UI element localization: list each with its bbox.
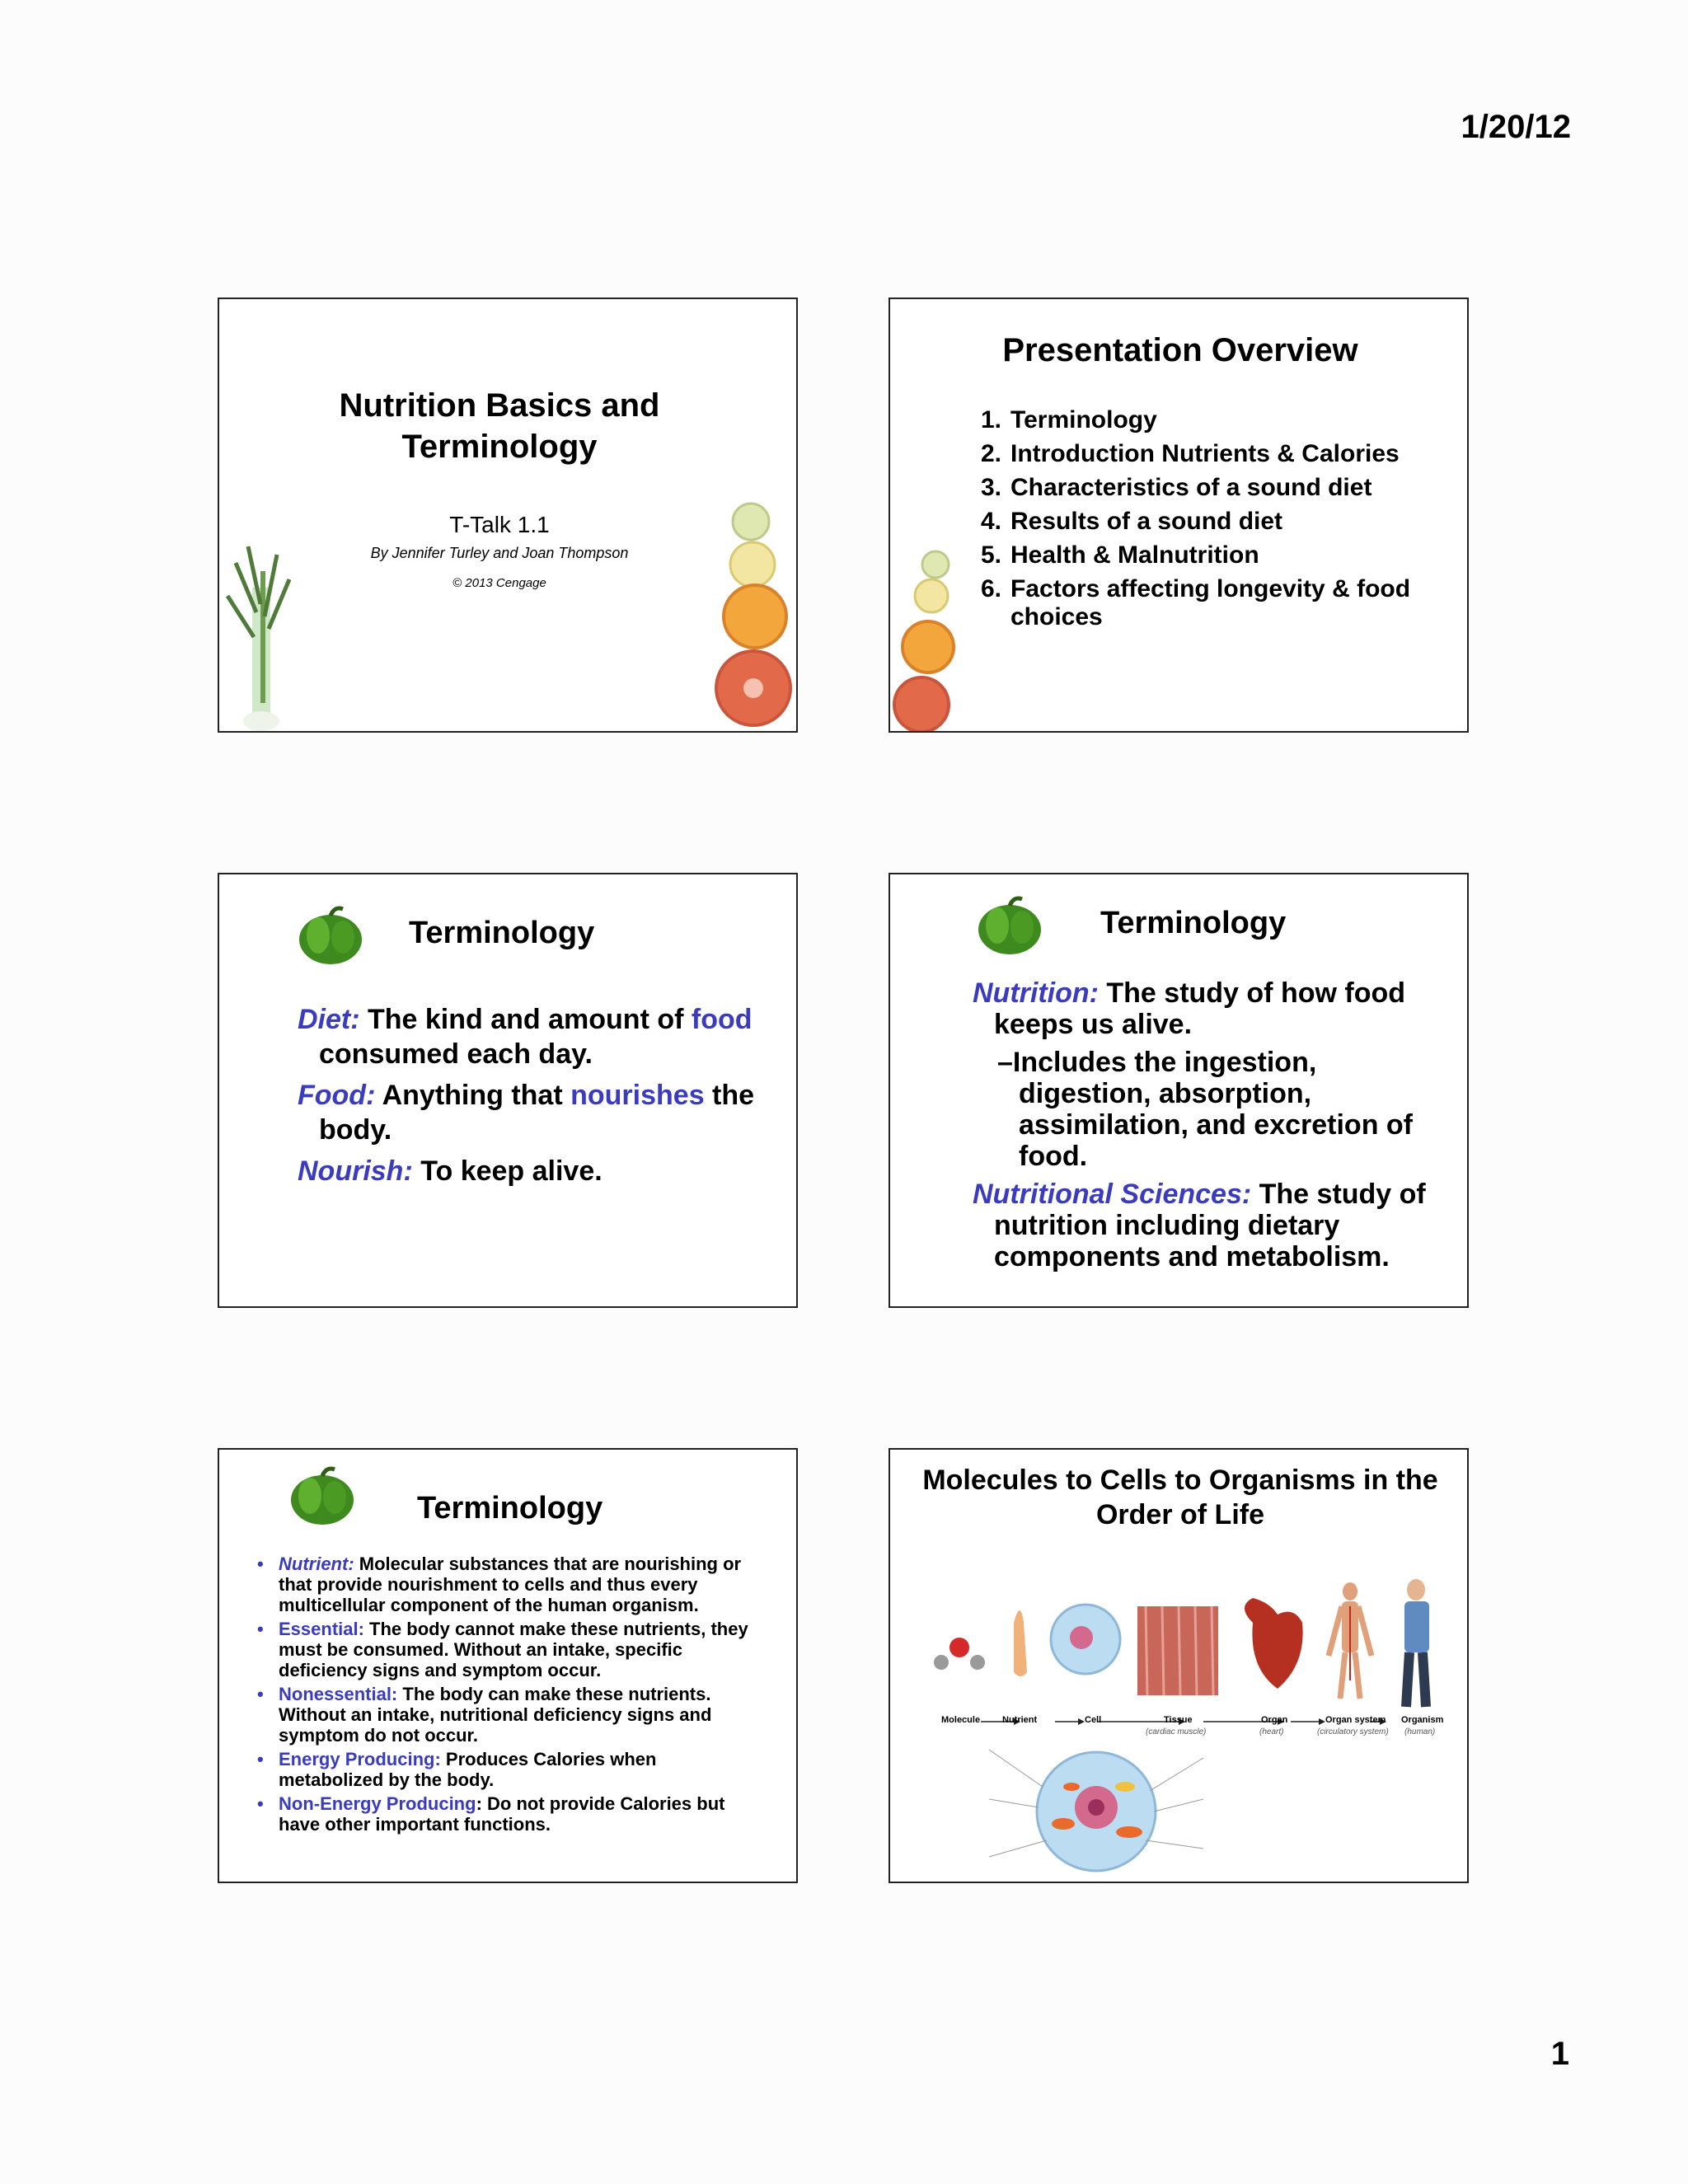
order-of-life-diagram — [890, 1532, 1469, 1746]
citrus-slices-image — [706, 497, 798, 733]
definition-nutritional-sciences: Nutritional Sciences: The study of nutrition including dietary components and metabolism. — [973, 1179, 1426, 1272]
page-date: 1/20/12 — [1461, 109, 1571, 145]
slide1-authors: By Jennifer Turley and Joan Thompson — [370, 545, 629, 561]
slide6-title: Molecules to Cells to Organisms in the Order of Life — [922, 1465, 1438, 1530]
stage-label: Molecule — [941, 1715, 981, 1725]
overview-item: 4. Results of a sound diet — [981, 508, 1283, 535]
terminology-list — [254, 1554, 765, 1838]
slide-terminology-1 — [218, 873, 798, 1308]
stage-note: (heart) — [1259, 1727, 1284, 1736]
green-pepper-icon — [973, 893, 1047, 958]
stage-note: (cardiac muscle) — [1146, 1727, 1207, 1736]
slide1-subtitle: T-Talk 1.1 — [449, 512, 550, 537]
overview-item: 3. Characteristics of a sound diet — [981, 474, 1372, 501]
slide1-title — [293, 385, 706, 467]
list-item: • Essential: The body cannot make these nutrients, they must be consumed. Without an intake, specific deficiency signs and symptom occur. — [257, 1619, 748, 1680]
slide1-title-line2: Terminology — [401, 429, 598, 465]
slide4-title: Terminology — [1100, 906, 1287, 940]
celery-image — [219, 538, 310, 733]
definition-nutrition: Nutrition: The study of how food keeps us alive. — [973, 977, 1406, 1040]
list-item: • Energy Producing: Produces Calories when metabolized by the body. — [257, 1749, 657, 1790]
stage-label: Tissue — [1164, 1715, 1193, 1725]
green-pepper-icon — [285, 1463, 359, 1529]
definitions — [298, 1002, 776, 1195]
stage-label: Nutrient — [1002, 1715, 1038, 1725]
green-pepper-icon — [293, 902, 368, 968]
list-item: • Nonessential: The body can make these nutrients. Without an intake, nutritional deficiency signs and symptom do not occur. — [257, 1684, 712, 1746]
stage-label: Cell — [1085, 1715, 1102, 1725]
stage-note: (circulatory system) — [1317, 1727, 1389, 1736]
citrus-slices-image — [890, 546, 956, 733]
cell-detail-diagram — [973, 1741, 1220, 1882]
definitions — [973, 977, 1451, 1279]
slide-overview — [889, 298, 1469, 733]
list-item: • Non-Energy Producing: Do not provide Calories but have other important functions. — [257, 1793, 725, 1835]
stage-label: Organ system — [1325, 1715, 1386, 1725]
slide2-title: Presentation Overview — [1002, 332, 1358, 368]
list-item: • Nutrient: Molecular substances that are nourishing or that provide nourishment to cells and thus every multicellular component of the human organism. — [257, 1554, 742, 1615]
overview-item: 2. Introduction Nutrients & Calories — [981, 440, 1400, 467]
nutrition-includes: –Includes the ingestion, digestion, absorption, assimilation, and excretion of food. — [997, 1047, 1414, 1172]
stage-label: Organ — [1261, 1715, 1288, 1725]
stage-label: Organism — [1401, 1715, 1444, 1725]
slide3-title: Terminology — [409, 916, 595, 950]
slide5-title: Terminology — [417, 1491, 603, 1526]
overview-item: 5. Health & Malnutrition — [981, 541, 1259, 569]
definition-nourish: Nourish: To keep alive. — [298, 1155, 603, 1187]
definition-diet: Diet: The kind and amount of food consumed each day. — [298, 1004, 753, 1070]
overview-item: 1. Terminology — [981, 406, 1157, 434]
slide-title — [218, 298, 798, 733]
slide-terminology-2 — [889, 873, 1469, 1308]
page-number: 1 — [1550, 2036, 1569, 2072]
slide-order-of-life — [889, 1448, 1469, 1883]
overview-list — [981, 406, 1459, 637]
definition-food: Food: Anything that nourishes the body. — [298, 1080, 755, 1146]
slide1-title-line1: Nutrition Basics and — [339, 387, 660, 424]
slide1-copyright: © 2013 Cengage — [452, 576, 546, 590]
stage-note: (human) — [1404, 1727, 1436, 1736]
slide-terminology-3 — [218, 1448, 798, 1883]
overview-item: 6. Factors affecting longevity & food choices — [981, 575, 1411, 630]
